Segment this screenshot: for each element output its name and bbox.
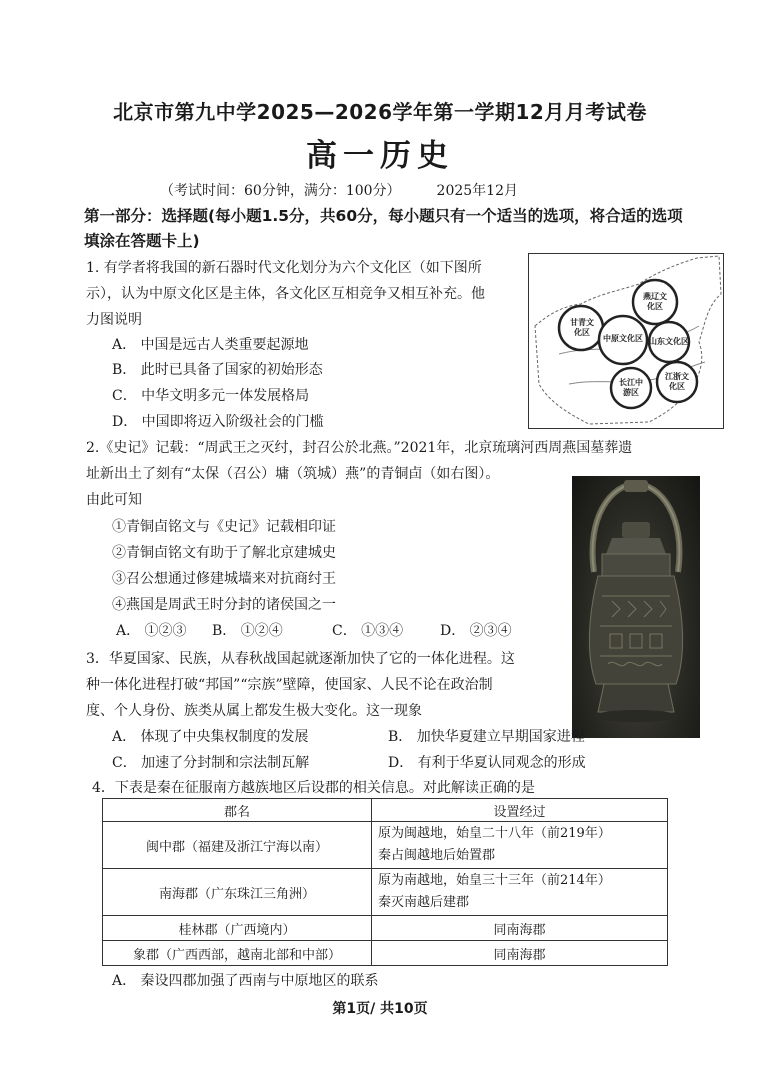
q3-option-d[interactable]: D． 有利于华夏认同观念的形成 xyxy=(388,755,586,771)
table-header-cell: 郡名 xyxy=(103,799,372,822)
table-row xyxy=(103,916,668,941)
q2-option-d[interactable]: D． ②③④ xyxy=(440,623,512,639)
q3-option-a[interactable]: A． 体现了中央集权制度的发展 xyxy=(112,729,309,745)
exam-title: 北京市第九中学2025—2026学年第一学期12月月考试卷 xyxy=(113,100,647,124)
q4-option-a[interactable]: A． 秦设四郡加强了西南与中原地区的联系 xyxy=(112,973,379,989)
establishment-detail: 同南海郡 xyxy=(372,916,668,941)
detail-line: 秦占闽越地后始置郡 xyxy=(378,848,496,863)
map-label-yanliao: 燕辽文化区 xyxy=(643,292,667,311)
q1-stem-line2: 示），认为中原文化区是主体，各文化区互相竞争又相互补充。他 xyxy=(86,286,485,302)
commandery-name: 桂林郡（广西境内） xyxy=(103,916,372,941)
q3-stem-line3: 度、个人身份、族类从属上都发生极大变化。这一现象 xyxy=(86,703,422,719)
q2-stem-line1: 2.《史记》记载：“周武王之灭纣，封召公於北燕。”2021年，北京琉璃河西周燕国墓葬遗 xyxy=(86,440,633,456)
exam-info xyxy=(160,180,518,200)
detail-line: 原为闽越地，始皇二十八年（前219年） xyxy=(378,826,611,841)
q2-statement-1: ①青铜卣铭文与《史记》记载相印证 xyxy=(112,519,336,535)
q1-option-b[interactable]: B． 此时已具备了国家的初始形态 xyxy=(112,362,323,378)
q2-stem-line2: 址新出土了刻有“太保（召公）墉（筑城）燕”的青铜卣（如右图）。 xyxy=(86,466,500,482)
q4-stem: 4．下表是秦在征服南方越族地区后设郡的相关信息。对此解读正确的是 xyxy=(92,780,535,796)
establishment-detail xyxy=(372,822,668,869)
q2-statement-3: ③召公想通过修建城墙来对抗商纣王 xyxy=(112,571,336,587)
exam-date: 2025年12月 xyxy=(436,183,518,199)
q2-statement-4: ④燕国是周武王时分封的诸侯国之一 xyxy=(112,597,336,613)
q2-statement-2: ②青铜卣铭文有助于了解北京建城史 xyxy=(112,545,336,561)
q1-option-d[interactable]: D． 中国即将迈入阶级社会的门槛 xyxy=(112,414,324,430)
table-header-cell: 设置经过 xyxy=(372,799,668,822)
commandery-name: 象郡（广西西部，越南北部和中部） xyxy=(103,941,372,966)
q3-option-c[interactable]: C． 加速了分封制和宗法制瓦解 xyxy=(112,755,310,771)
q1-option-a[interactable]: A． 中国是远古人类重要起源地 xyxy=(112,337,309,353)
q1-option-c[interactable]: C． 中华文明多元一体发展格局 xyxy=(112,388,310,404)
q2-option-c[interactable]: C． ①③④ xyxy=(332,623,404,639)
establishment-detail xyxy=(372,869,668,916)
map-label-gansu: 甘青文化区 xyxy=(570,318,594,337)
subject-title: 高一历史 xyxy=(306,138,454,174)
map-label-jiangzhe: 江浙文化区 xyxy=(665,372,689,391)
detail-line: 秦灭南越后建郡 xyxy=(378,895,470,910)
bronze-you-vessel-photo xyxy=(572,476,700,738)
q1-stem-line3: 力图说明 xyxy=(86,312,142,328)
commandery-name: 南海郡（广东珠江三角洲） xyxy=(103,869,372,916)
table-row xyxy=(103,941,668,966)
q2-option-a[interactable]: A． ①②③ xyxy=(116,623,187,639)
exam-duration: （考试时间：60分钟，满分：100分） xyxy=(160,183,401,199)
table-row xyxy=(103,822,668,869)
q2-option-b[interactable]: B． ①②④ xyxy=(212,623,283,639)
q1-stem-line1: 1. 有学者将我国的新石器时代文化划分为六个文化区（如下图所 xyxy=(86,260,482,276)
commandery-name: 闽中郡（福建及浙江宁海以南） xyxy=(103,822,372,869)
q3-stem-line2: 种一体化进程打破“邦国”“宗族”壁障，使国家、人民不论在政治制 xyxy=(86,677,493,693)
establishment-detail: 同南海郡 xyxy=(372,941,668,966)
part1-heading: 第一部分：选择题(每小题1.5分，共60分，每小题只有一个适当的选项，将合适的选项填涂在答题卡上) xyxy=(84,207,683,250)
map-label-changjiang: 长江中游区 xyxy=(619,378,643,397)
page-number: 第1页/ 共10页 xyxy=(332,1001,428,1017)
map-label-zhongyuan: 中原文化区 xyxy=(603,334,643,343)
qin-commandery-table xyxy=(102,798,668,966)
map-label-shandong: 山东文化区 xyxy=(649,337,689,346)
q2-stem-line3: 由此可知 xyxy=(86,492,142,508)
table-row xyxy=(103,869,668,916)
detail-line: 原为南越地，始皇三十三年（前214年） xyxy=(378,873,611,888)
neolithic-culture-map xyxy=(528,253,724,429)
table-header-row xyxy=(103,799,668,822)
q3-stem-line1: 3．华夏国家、民族，从春秋战国起就逐渐加快了它的一体化进程。这 xyxy=(86,651,515,667)
bronze-vessel-illustration xyxy=(572,476,700,738)
q3-option-b[interactable]: B． 加快华夏建立早期国家进程 xyxy=(388,729,585,745)
